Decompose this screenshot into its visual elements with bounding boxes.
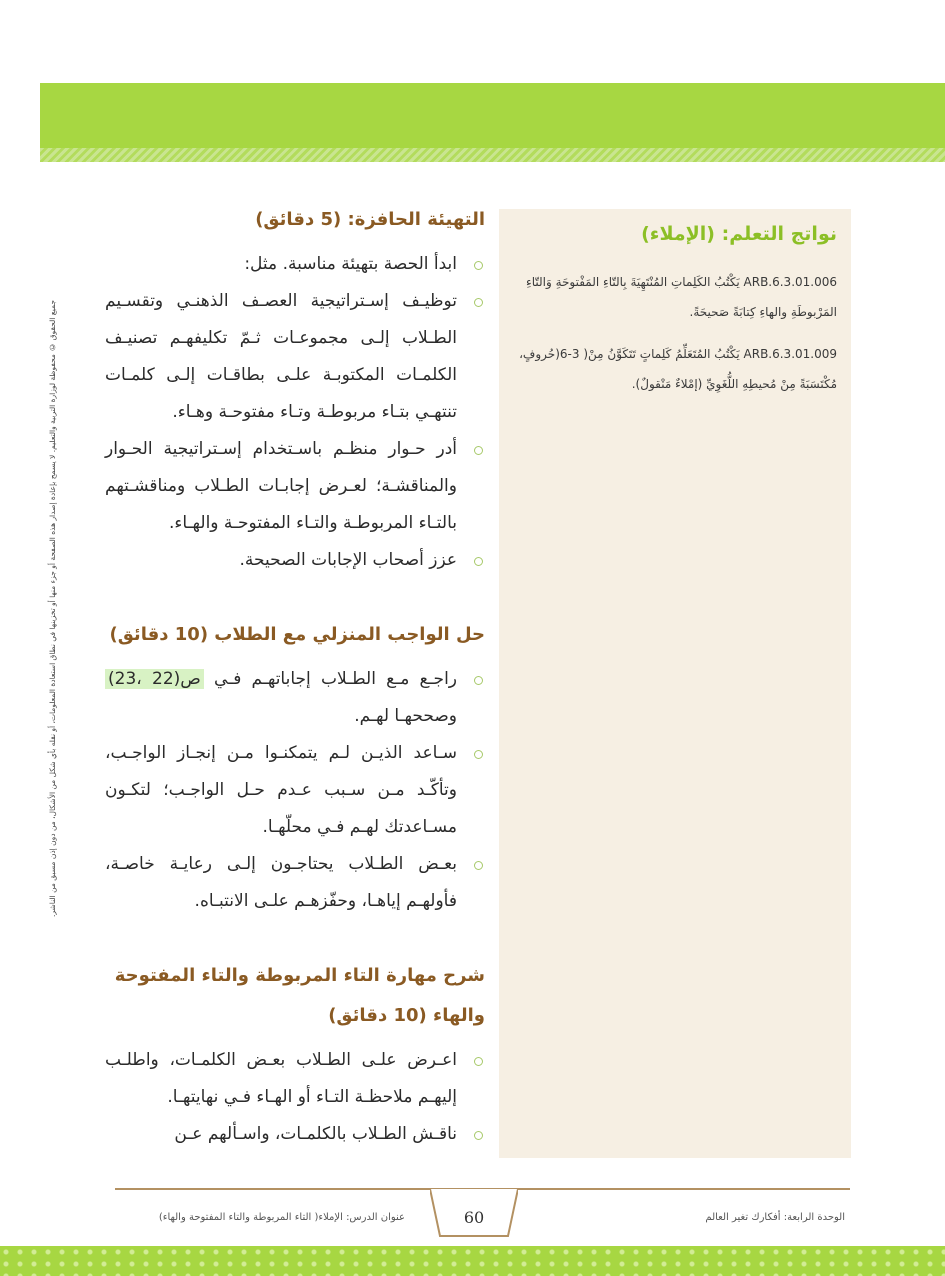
outcome-item: [513, 267, 837, 327]
outcome-code: ARB.6.3.01.006: [743, 275, 837, 289]
list-item: [105, 661, 485, 735]
outcome-text: يَكْتُبُ المُتَعَلِّمُ كَلِماتٍ تَتَكَوَّنُ مِنْ( 3-6(حُروفٍ، مُكْتَسَبَةً مِنْ مُحيطِهِ اللُّغَوِيِّ (إمْلاءٌ مَنْقولٌ).: [519, 347, 837, 391]
list-item: ناقـش الطـلاب بالكلمـات، واسـألهم عـن: [105, 1116, 485, 1153]
list-item: ابدأ الحصة بتهيئة مناسبة. مثل:: [105, 246, 485, 283]
homework-list: [105, 661, 485, 920]
learning-outcomes-panel: [499, 209, 851, 1158]
warmup-title: التهيئة الحافزة: (5 دقائق): [255, 209, 485, 230]
homework-title: حل الواجب المنزلي مع الطلاب (10 دقائق): [109, 624, 485, 645]
copyright-note: جميع الحقوق © محفوظة لوزارة التربية والتعليم. لا يسمح بإعادة إصدار هذه الصفحة أو جزء منها أو تخزينها في نطاق استعادة المعلومات، أو نقله بأي شكل من الأشكال، من دون إذن مسبق من الناشر.: [48, 300, 57, 918]
lesson-title-footer: عنوان الدرس: الإملاء( التاء المربوطة والتاء المفتوحة والهاء): [158, 1212, 405, 1223]
header-stripe: [40, 148, 945, 162]
footer-band: [0, 1246, 945, 1276]
lesson-content: [105, 200, 485, 1153]
text-segment: راجـع مـع الطـلاب إجاباتهـم فـي: [203, 669, 458, 689]
text-segment: وصححهـا لهـم.: [354, 706, 457, 726]
outcome-code: ARB.6.3.01.009: [743, 347, 837, 361]
outcome-item: [513, 339, 837, 399]
highlighted-page-ref: ص(22 ،23): [105, 669, 204, 689]
outcomes-title: نواتج التعلم: (الإملاء): [641, 223, 837, 245]
list-item: توظيـف إسـتراتيجية العصـف الذهنـي وتقسـيم الطـلاب إلـى مجموعـات ثـمّ تكليفهـم تصنيـف الكلمـات المكتوبـة علـى بطاقـات إلـى كلمـات تنتهـي بتـاء مربوطـة وتـاء مفتوحـة وهـاء.: [105, 283, 485, 431]
list-item: أدر حـوار منظـم باسـتخدام إسـتراتيجية الحـوار والمناقشـة؛ لعـرض إجابـات الطـلاب ومناقشـتهم بالتـاء المربوطـة والتـاء المفتوحـة والهـاء.: [105, 431, 485, 542]
outcome-text: يَكْتُبُ الكَلِماتِ المُنْتَهِيَةَ بِالتّاءِ المَفْتوحَةِ وَالتّاءِ المَرْبوطَةِ والهاءِ كِتابَةً صَحيحَةً.: [526, 275, 837, 319]
warmup-list: [105, 246, 485, 579]
skill-list: [105, 1042, 485, 1153]
list-item: اعـرض علـى الطـلاب بعـض الكلمـات، واطلـب إليهـم ملاحظـة التـاء أو الهـاء فـي نهايتهـا.: [105, 1042, 485, 1116]
list-item: عزز أصحاب الإجابات الصحيحة.: [105, 542, 485, 579]
unit-title-footer: الوحدة الرابعة: أفكارك تغير العالم: [705, 1212, 845, 1223]
page-number: 60: [463, 1208, 485, 1227]
skill-title: شرح مهارة التاء المربوطة والتاء المفتوحة والهاء (10 دقائق): [114, 965, 485, 1026]
list-item: سـاعد الذيـن لـم يتمكنـوا مـن إنجـاز الواجـب، وتأكّـد مـن سـبب عـدم حـل الواجـب؛ لتكـون مسـاعدتك لهـم فـي محلّهـا.: [105, 735, 485, 846]
list-item: بعـض الطـلاب يحتاجـون إلـى رعايـة خاصـة، فأولهـم إياهـا، وحفّزهـم علـى الانتبـاه.: [105, 846, 485, 920]
